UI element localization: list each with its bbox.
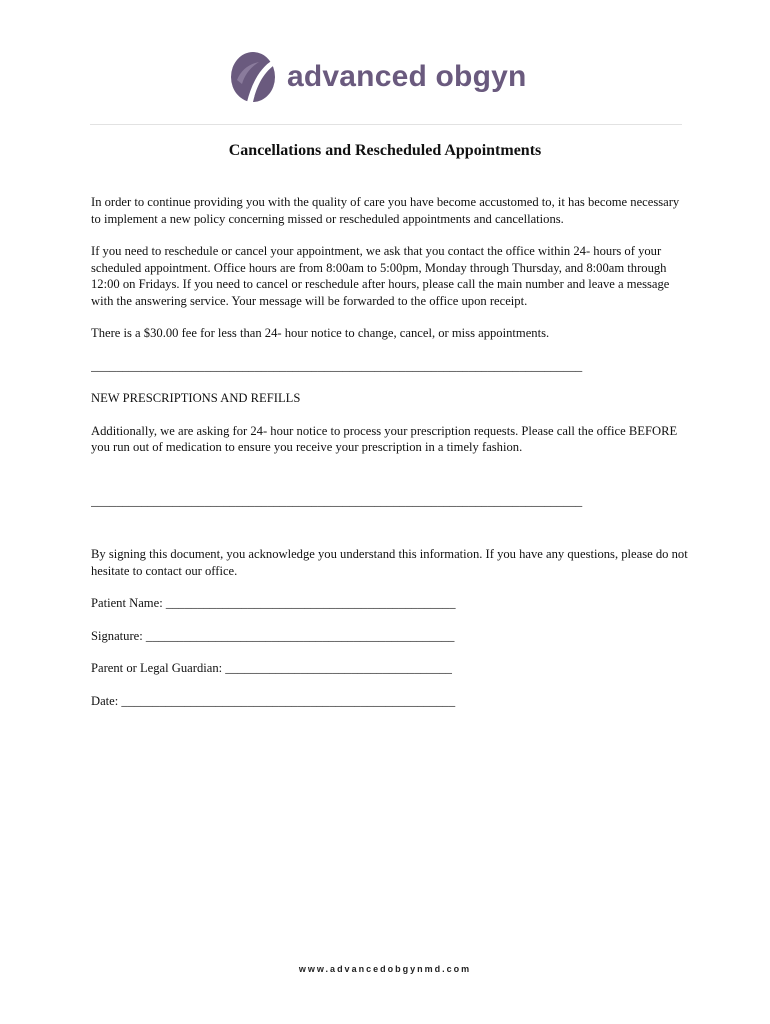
patient-name-field[interactable]: Patient Name: ______________________________________________	[91, 596, 456, 610]
prescriptions-heading: NEW PRESCRIPTIONS AND REFILLS	[91, 391, 301, 405]
brand-logo	[229, 50, 527, 104]
guardian-field[interactable]: Parent or Legal Guardian: ____________________________________	[91, 661, 452, 675]
reschedule-policy-paragraph: If you need to reschedule or cancel your appointment, we ask that you contact the office within 24- hours of your scheduled appointment. Office hours are from 8:00am to 5:00pm, Monday through Thursday, and 8:00am through 12:00 on Fridays. If you need to cancel or reschedule after hours, please call the main number and leave a message with the answering service. Your message will be forwarded to the office upon receipt.	[91, 244, 670, 308]
advanced-obgyn-logo-mark-icon	[229, 50, 277, 104]
section-divider-line-2: ______________________________________________________________________________	[91, 493, 583, 508]
document-title: Cancellations and Rescheduled Appointments	[228, 142, 542, 159]
intro-paragraph: In order to continue providing you with the quality of care you have become accustomed to, it has become necessary to implement a new policy concerning missed or rescheduled appointments and cancellations.	[91, 195, 680, 226]
fee-notice-paragraph: There is a $30.00 fee for less than 24- hour notice to change, cancel, or miss appointments.	[91, 326, 550, 340]
document-body	[91, 194, 691, 725]
signature-field[interactable]: Signature: _________________________________________________	[91, 628, 455, 643]
section-divider-line: ______________________________________________________________________________	[91, 358, 583, 373]
date-field[interactable]: Date: _____________________________________________________	[91, 693, 456, 708]
prescriptions-paragraph: Additionally, we are asking for 24- hour notice to process your prescription requests. Please call the office BEFORE you run out of medication to ensure you receive your prescription in a timely fashion.	[91, 423, 678, 454]
brand-name: advanced obgyn	[287, 60, 527, 93]
acknowledgement-paragraph: By signing this document, you acknowledge you understand this information. If you have any questions, please do not hesitate to contact our office.	[91, 547, 688, 578]
header-divider	[90, 124, 682, 125]
footer-website: www.advancedobgynmd.com	[298, 964, 472, 974]
